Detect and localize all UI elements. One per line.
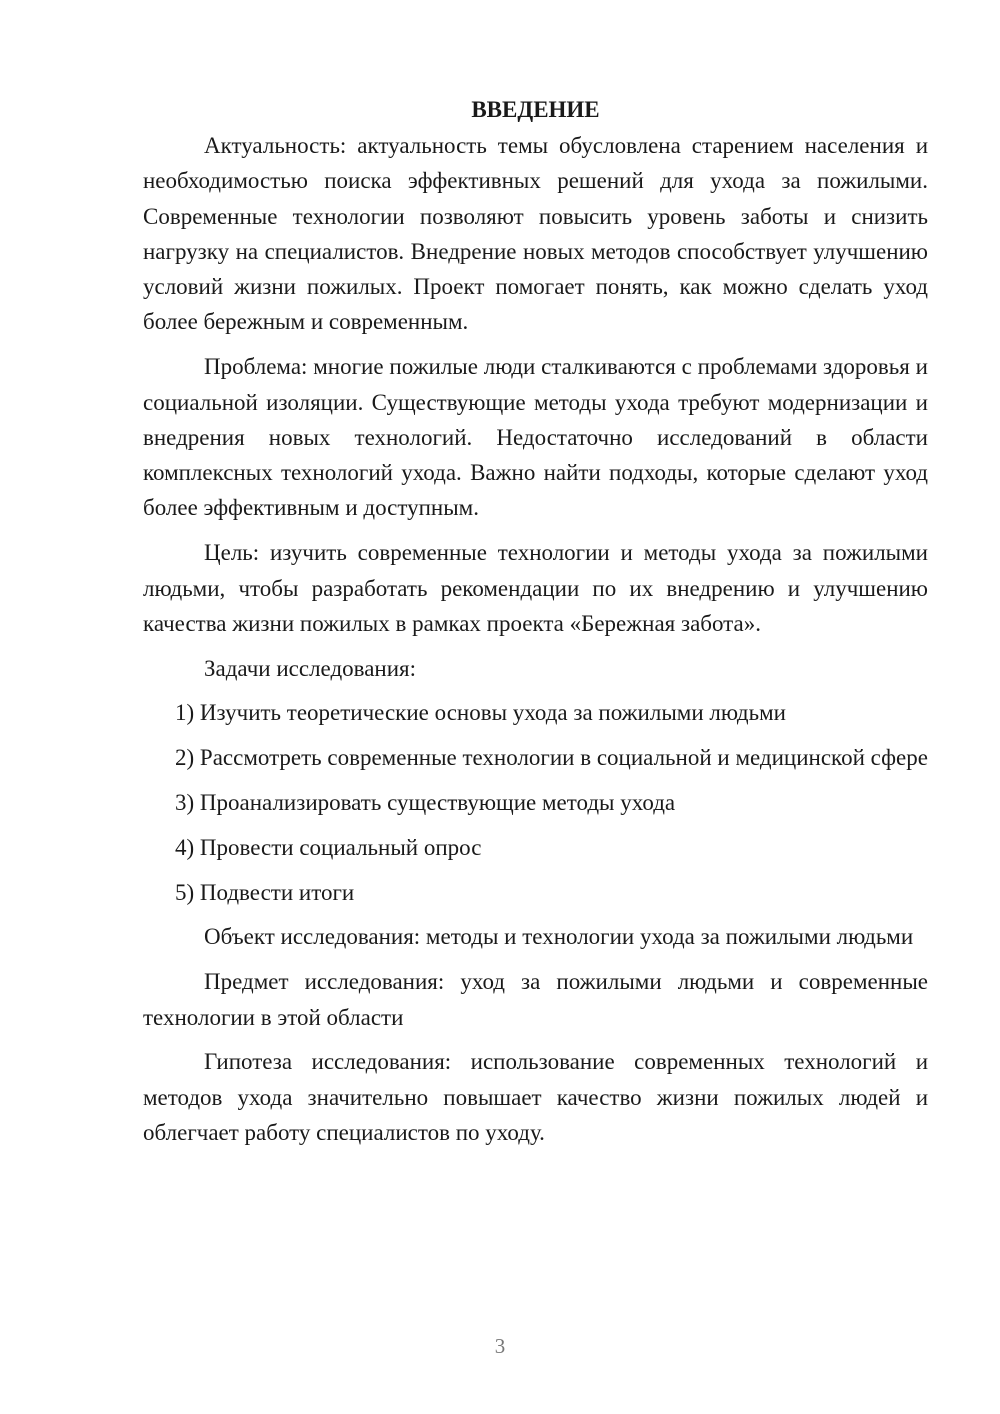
hypothesis-paragraph: Гипотеза исследования: использование современных технологий и методов ухода значительно повышает качество жизни пожилых людей и облегчает работу специалистов по уходу. bbox=[143, 1049, 928, 1145]
document-body bbox=[143, 94, 928, 1150]
goal-paragraph: Цель: изучить современные технологии и методы ухода за пожилыми людьми, чтобы разработать рекомендации по их внедрению и улучшению качества жизни пожилых в рамках проекта «Бережная забота». bbox=[143, 540, 928, 636]
subject-paragraph: Предмет исследования: уход за пожилыми людьми и современные технологии в этой области bbox=[143, 969, 928, 1030]
relevance-paragraph: Актуальность: актуальность темы обусловлена старением населения и необходимостью поиска эффективных решений для ухода за пожилыми. Современные технологии позволяют повысить уровень заботы и снизить нагрузку на специалистов. Внедрение новых методов способствует улучшению условий жизни пожилых. Проект помогает понять, как можно сделать уход более бережным и современным. bbox=[143, 133, 928, 335]
task-item-3: 3) Проанализировать существующие методы ухода bbox=[175, 790, 676, 816]
object-paragraph: Объект исследования: методы и технологии ухода за пожилыми людьми bbox=[204, 924, 914, 950]
tasks-heading: Задачи исследования: bbox=[204, 655, 417, 681]
task-item-1: 1) Изучить теоретические основы ухода за пожилыми людьми bbox=[175, 700, 786, 726]
task-item-2: 2) Рассмотреть современные технологии в социальной и медицинской сфере bbox=[175, 745, 928, 771]
page-title: ВВЕДЕНИЕ bbox=[471, 97, 600, 122]
task-item-4: 4) Провести социальный опрос bbox=[175, 834, 482, 860]
page-number: 3 bbox=[494, 1334, 506, 1358]
problem-paragraph: Проблема: многие пожилые люди сталкиваются с проблемами здоровья и социальной изоляции. Существующие методы ухода требуют модернизации и внедрения новых технологий. Недостаточно исследований в области комплексных технологий ухода. Важно найти подходы, которые сделают уход более эффективным и доступным. bbox=[143, 354, 928, 521]
task-item-5: 5) Подвести итоги bbox=[175, 879, 355, 905]
